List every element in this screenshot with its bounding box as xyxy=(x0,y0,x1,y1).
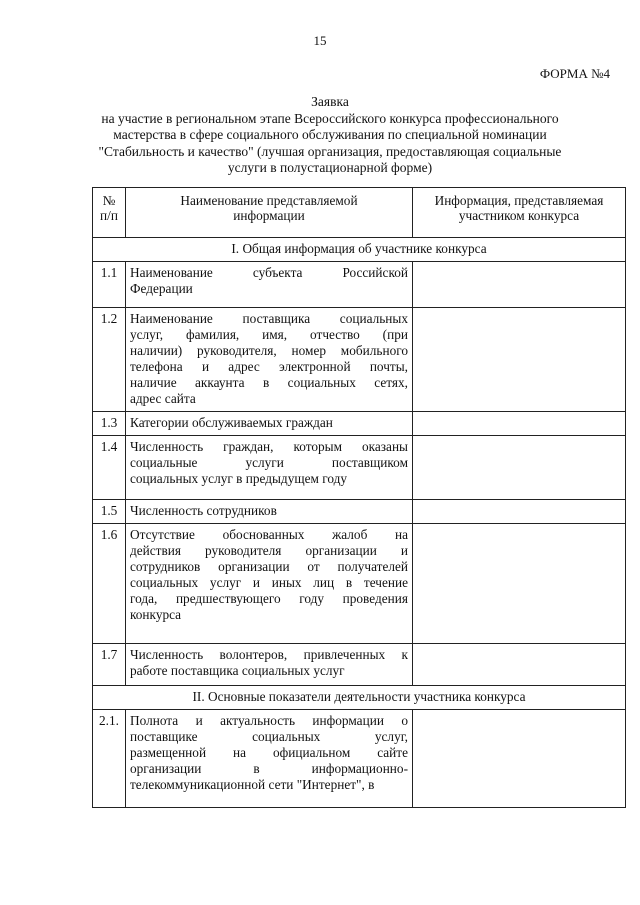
row-info-name-line: адрес сайта xyxy=(130,391,196,406)
row-info-name-line: наличии) руководителя, номер мобильного xyxy=(130,343,408,358)
row-info-name-line: работе поставщика социальных услуг xyxy=(130,663,345,678)
row-info-name-line: Численность граждан, которым оказаны xyxy=(130,439,408,454)
table-row xyxy=(93,412,626,436)
row-participant-info-cell[interactable] xyxy=(413,644,626,686)
table-row xyxy=(93,436,626,500)
row-number: 1.1 xyxy=(93,262,126,308)
row-info-name-line: поставщике социальных услуг, xyxy=(130,729,408,744)
header-number-line: п/п xyxy=(100,208,118,223)
row-number: 2.1. xyxy=(93,710,126,808)
title-line: Заявка xyxy=(311,94,349,109)
row-participant-info-cell[interactable] xyxy=(413,308,626,412)
row-info-name-line: Численность сотрудников xyxy=(130,503,277,518)
row-info-name xyxy=(126,262,413,308)
title-line: услуги в полустационарной форме) xyxy=(227,160,433,175)
row-participant-info-cell[interactable] xyxy=(413,524,626,644)
table-row xyxy=(93,262,626,308)
row-info-name-line: услуг, фамилия, имя, отчество (при xyxy=(130,327,408,342)
row-info-name-line: действия руководителя организации и xyxy=(130,543,408,558)
header-participant-info-line: участником конкурса xyxy=(458,208,580,223)
row-info-name-line: социальных услуг в предыдущем году xyxy=(130,471,348,486)
row-info-name-line: социальные услуги поставщиком xyxy=(130,455,408,470)
row-info-name xyxy=(126,436,413,500)
section-1-rows xyxy=(93,262,626,686)
row-info-name-line: конкурса xyxy=(130,607,182,622)
row-info-name-line: Федерации xyxy=(130,281,193,296)
table-row xyxy=(93,710,626,808)
title-line: мастерства в сфере социального обслуживания по специальной номинации xyxy=(113,127,547,142)
section-row xyxy=(93,238,626,262)
title-line: "Стабильность и качество" (лучшая организация, предоставляющая социальные xyxy=(98,143,562,159)
form-label: ФОРМА №4 xyxy=(539,66,610,81)
row-info-name-line: Наименование субъекта Российской xyxy=(130,265,408,280)
header-number xyxy=(93,188,126,238)
section-heading: II. Основные показатели деятельности участника конкурса xyxy=(93,686,626,710)
row-info-name-line: Численность волонтеров, привлеченных к xyxy=(130,647,408,662)
row-info-name-line: Наименование поставщика социальных xyxy=(130,311,408,326)
header-info-name-line: информации xyxy=(233,208,305,223)
row-info-name-line: Категории обслуживаемых граждан xyxy=(130,415,333,430)
row-info-name xyxy=(126,710,413,808)
row-info-name-line: телефона и адрес электронной почты, xyxy=(130,359,408,374)
row-number: 1.7 xyxy=(93,644,126,686)
row-info-name-line: сотрудников организации от получателей xyxy=(130,559,408,574)
row-number: 1.6 xyxy=(93,524,126,644)
row-number: 1.3 xyxy=(93,412,126,436)
header-participant-info xyxy=(413,188,626,238)
row-info-name-line: Полнота и актуальность информации о xyxy=(130,713,408,728)
row-number: 1.5 xyxy=(93,500,126,524)
row-number: 1.2 xyxy=(93,308,126,412)
row-info-name-line: организации в информационно- xyxy=(130,761,408,776)
row-participant-info-cell[interactable] xyxy=(413,436,626,500)
row-info-name xyxy=(126,644,413,686)
header-number-line: № xyxy=(102,193,116,208)
table-row xyxy=(93,524,626,644)
application-title xyxy=(80,94,580,177)
row-number: 1.4 xyxy=(93,436,126,500)
table-row xyxy=(93,500,626,524)
header-info-name-line: Наименование представляемой xyxy=(180,193,358,208)
application-form-table xyxy=(92,187,626,808)
row-info-name xyxy=(126,308,413,412)
row-participant-info-cell[interactable] xyxy=(413,500,626,524)
row-info-name-line: года, предшествующего году проведения xyxy=(130,591,408,606)
table-row xyxy=(93,644,626,686)
row-info-name-line: телекоммуникационной сети "Интернет", в xyxy=(130,777,375,792)
header-info-name xyxy=(126,188,413,238)
table-row xyxy=(93,308,626,412)
table-header-row xyxy=(93,188,626,238)
row-info-name-line: социальных услуг и иных лиц в течение xyxy=(130,575,408,590)
header-participant-info-line: Информация, представляемая xyxy=(434,193,604,208)
section-row xyxy=(93,686,626,710)
row-participant-info-cell[interactable] xyxy=(413,710,626,808)
page-number: 15 xyxy=(313,33,327,48)
row-info-name-line: Отсутствие обоснованных жалоб на xyxy=(130,527,408,542)
section-2-rows xyxy=(93,710,626,808)
row-info-name-line: наличие аккаунта в социальных сетях, xyxy=(130,375,408,390)
title-line: на участие в региональном этапе Всероссийского конкурса профессионального xyxy=(101,110,559,126)
row-participant-info-cell[interactable] xyxy=(413,412,626,436)
row-participant-info-cell[interactable] xyxy=(413,262,626,308)
section-heading: I. Общая информация об участнике конкурса xyxy=(93,238,626,262)
row-info-name xyxy=(126,524,413,644)
row-info-name xyxy=(126,412,413,436)
row-info-name xyxy=(126,500,413,524)
row-info-name-line: размещенной на официальном сайте xyxy=(130,745,408,760)
